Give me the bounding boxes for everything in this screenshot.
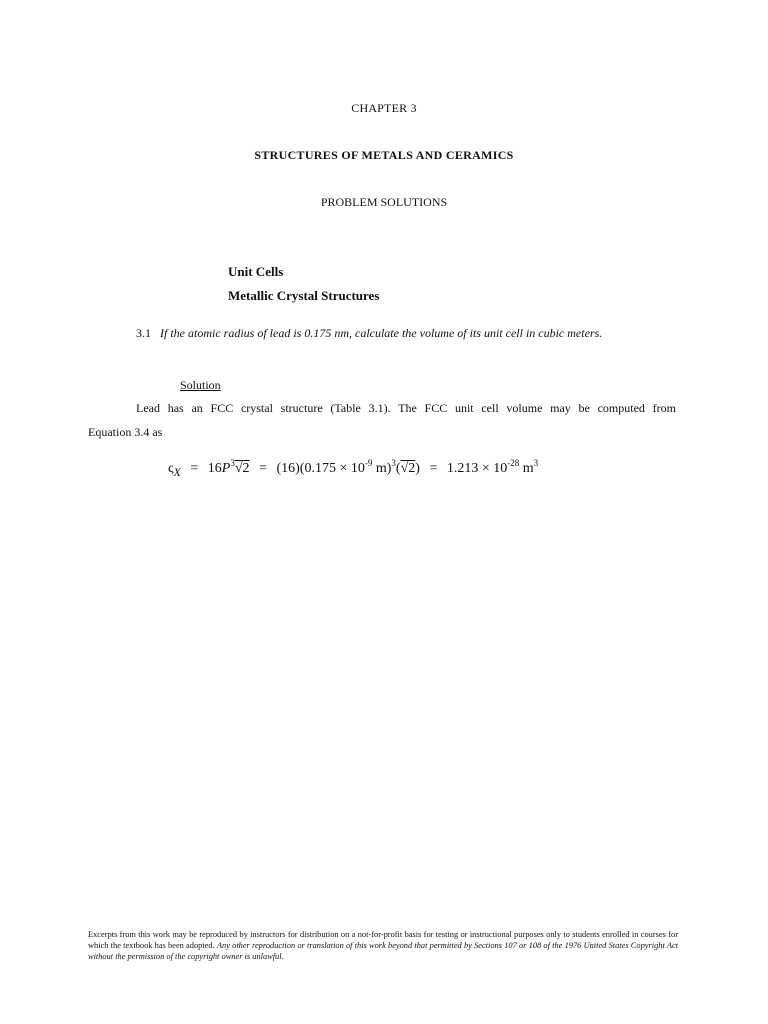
footer-text-italic: Any other reproduction or translation of this work beyond that permitted by Sections 107 or 108 of the 1976 United States Copyright Act without the permission of the copyright owner is unlawful. [88, 941, 678, 961]
equation-lhs-symbol: ς [168, 461, 174, 476]
equation-lhs-subscript: X [173, 465, 181, 479]
solution-text-line-2: Equation 3.4 as [88, 425, 163, 439]
equation-equals-3: = [429, 461, 438, 476]
chapter-title: STRUCTURES OF METALS AND CERAMICS [254, 148, 514, 162]
solution-label: Solution [180, 378, 221, 392]
problem-number: 3.1 [136, 326, 151, 340]
equation-root-2: √2 [234, 461, 250, 476]
equation-exponent-neg28: -28 [507, 458, 520, 468]
equation-paren-close: ) [386, 461, 392, 476]
problem-text: If the atomic radius of lead is 0.175 nm, calculate the volume of its unit cell in cubic meters. [160, 326, 603, 340]
equation-radius-value: 0.175 × 10 [304, 461, 365, 476]
chapter-subtitle: PROBLEM SOLUTIONS [320, 195, 448, 209]
equation-root-open: ( [395, 461, 401, 476]
volume-equation [168, 458, 538, 480]
equation-result-unit: m [519, 461, 534, 476]
equation-factor-16: (16) [276, 461, 300, 476]
equation-coefficient: 16 [207, 461, 222, 476]
copyright-footer [88, 929, 678, 962]
equation-root-close: ) [415, 461, 420, 476]
equation-exponent-3c: 3 [533, 458, 539, 468]
section-heading-metallic-crystal-structures: Metallic Crystal Structures [228, 288, 380, 303]
equation-root-2b: √2 [400, 461, 416, 476]
equation-equals-1: = [190, 461, 199, 476]
problem-statement [136, 326, 696, 341]
equation-unit-m: m [372, 461, 387, 476]
equation-paren-open: ( [299, 461, 305, 476]
section-heading-unit-cells: Unit Cells [228, 264, 284, 279]
chapter-heading: CHAPTER 3 [351, 101, 417, 115]
equation-equals-2: = [259, 461, 267, 476]
equation-exponent-neg9: -9 [364, 458, 373, 468]
footer-text-regular: Excerpts from this work may be reproduced by instructors for distribution on a not-for-profit basis for testing or instructional purposes only to students enrolled in courses for which the textbook has been adopted. [88, 930, 678, 950]
equation-result: 1.213 × 10 [446, 461, 508, 476]
equation-exponent-3b: 3 [391, 458, 396, 468]
solution-text-line-1: Lead has an FCC crystal structure (Table 3.1). The FCC unit cell volume may be computed from [136, 401, 676, 415]
equation-exponent-3: 3 [230, 458, 235, 468]
equation-variable: P [221, 461, 231, 476]
